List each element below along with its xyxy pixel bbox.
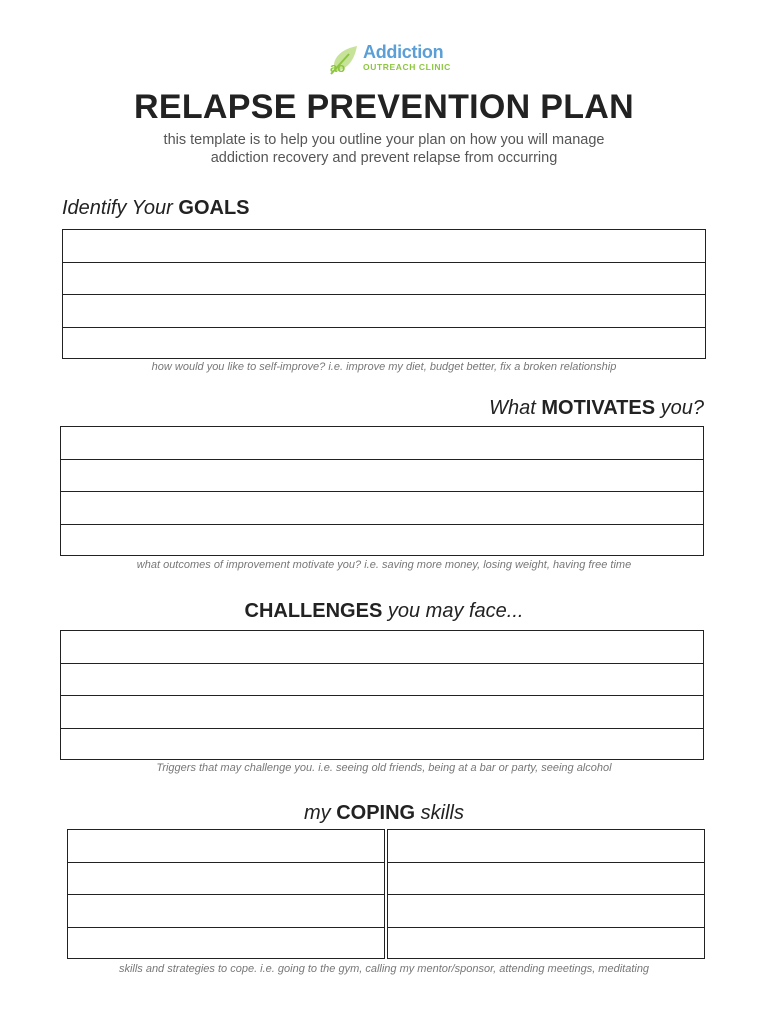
coping-left-lines xyxy=(67,829,385,959)
coping-heading-pre: my xyxy=(303,802,331,824)
coping-right-line-3[interactable] xyxy=(388,895,704,928)
motivates-lines xyxy=(60,426,704,556)
goals-heading-pre: Identify Your xyxy=(62,197,173,219)
challenges-heading xyxy=(0,600,768,623)
subtitle-line-2: addiction recovery and prevent relapse from occurring xyxy=(210,150,558,166)
coping-left-line-2[interactable] xyxy=(68,863,384,896)
coping-right-lines xyxy=(387,829,705,959)
goals-heading-bold: GOALS xyxy=(178,197,250,219)
coping-hint: skills and strategies to cope. i.e. going to the gym, calling my mentor/sponsor, attending meetings, meditating xyxy=(118,963,650,975)
coping-right-line-4[interactable] xyxy=(388,928,704,961)
coping-left-line-3[interactable] xyxy=(68,895,384,928)
subtitle-line-1: this template is to help you outline your plan on how you will manage xyxy=(163,132,605,148)
logo-tagline: OUTREACH CLINIC xyxy=(363,62,451,72)
motivates-line-3[interactable] xyxy=(61,492,703,525)
page-title: RELAPSE PREVENTION PLAN xyxy=(134,88,634,126)
challenges-line-3[interactable] xyxy=(61,696,703,729)
challenges-heading-post: you may face... xyxy=(387,600,524,622)
coping-left-line-4[interactable] xyxy=(68,928,384,961)
goals-line-1[interactable] xyxy=(63,230,705,263)
coping-heading-post: skills xyxy=(420,802,465,824)
motivates-heading-bold: MOTIVATES xyxy=(541,397,656,419)
motivates-line-1[interactable] xyxy=(61,427,703,460)
motivates-line-4[interactable] xyxy=(61,525,703,558)
ao-leaf-icon xyxy=(327,42,361,76)
coping-right-line-2[interactable] xyxy=(388,863,704,896)
coping-right-line-1[interactable] xyxy=(388,830,704,863)
page-subtitle xyxy=(0,131,768,167)
coping-heading-bold: COPING xyxy=(336,802,416,824)
challenges-hint: Triggers that may challenge you. i.e. seeing old friends, being at a bar or party, seeing alcohol xyxy=(156,762,612,774)
coping-columns xyxy=(67,829,705,959)
goals-lines xyxy=(62,229,706,359)
goals-heading xyxy=(62,197,250,220)
motivates-heading-pre: What xyxy=(489,397,536,419)
challenges-heading-bold: CHALLENGES xyxy=(244,600,383,622)
challenges-lines xyxy=(60,630,704,760)
goals-hint: how would you like to self-improve? i.e. improve my diet, budget better, fix a broken relationship xyxy=(151,361,617,373)
motivates-line-2[interactable] xyxy=(61,460,703,493)
goals-line-3[interactable] xyxy=(63,295,705,328)
motivates-hint: what outcomes of improvement motivate you? i.e. saving more money, losing weight, having free time xyxy=(136,559,632,571)
motivates-heading xyxy=(489,397,704,420)
coping-left-line-1[interactable] xyxy=(68,830,384,863)
challenges-line-1[interactable] xyxy=(61,631,703,664)
clinic-logo xyxy=(327,40,451,78)
svg-text:ao: ao xyxy=(330,60,346,75)
motivates-heading-post: you? xyxy=(660,397,704,419)
challenges-line-2[interactable] xyxy=(61,664,703,697)
goals-line-2[interactable] xyxy=(63,263,705,296)
goals-line-4[interactable] xyxy=(63,328,705,361)
coping-heading xyxy=(0,802,768,825)
challenges-line-4[interactable] xyxy=(61,729,703,762)
logo-name: Addiction xyxy=(363,42,444,62)
